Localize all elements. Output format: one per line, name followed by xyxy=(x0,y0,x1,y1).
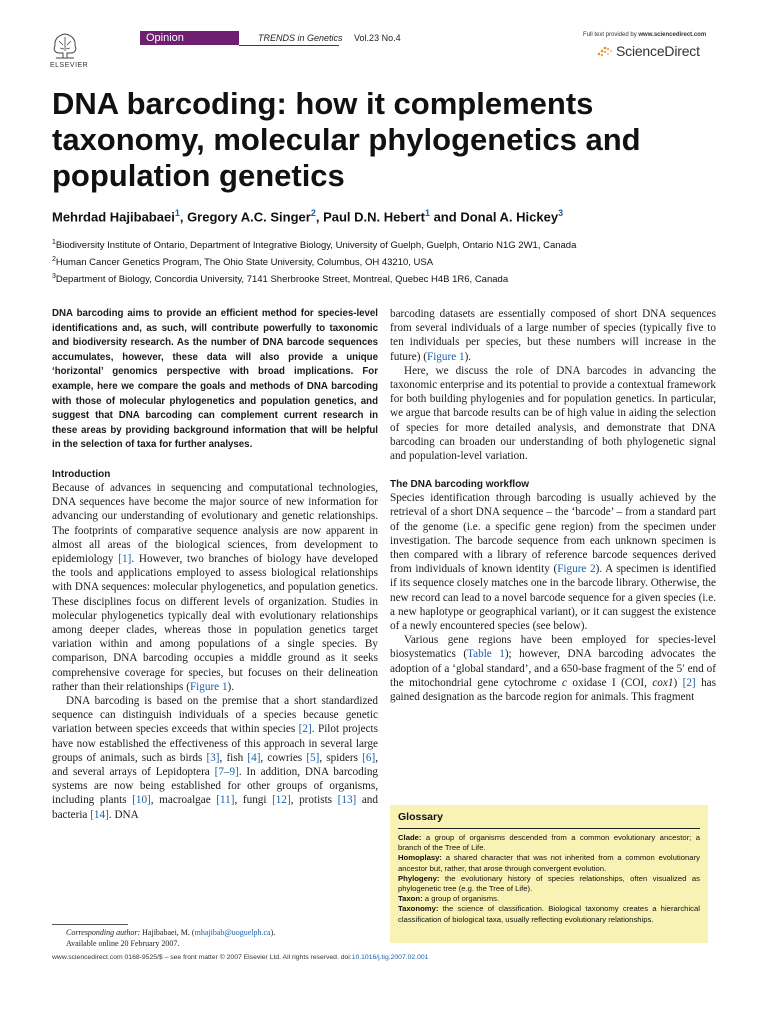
author: Mehrdad Hajibabaei xyxy=(52,209,175,225)
right-column xyxy=(390,307,716,704)
corresponding-author-name: Hajibabaei, M. ( xyxy=(140,928,195,937)
glossary-term: Phylogeny: xyxy=(398,873,440,883)
available-online-date: Available online 20 February 2007. xyxy=(66,939,180,948)
glossary-definition: a group of organisms. xyxy=(422,894,500,904)
email-link[interactable]: mhajibab@uoguelph.ca xyxy=(194,928,271,937)
journal-volume: Vol.23 No.4 xyxy=(354,33,401,43)
affiliation-number: 3 xyxy=(52,273,56,281)
copyright-text: www.sciencedirect.com 0168-9525/$ – see front matter © 2007 Elsevier Ltd. All rights reserved. doi: xyxy=(52,954,352,961)
body-paragraph: Species identification through barcoding is usually achieved by the retrieval of a short DNA sequence – the ‘barcode’ – from a standard part of the genome (i.e. a specific gene region) from the specimen under investigation. The barcode sequence from each unknown specimen is then compared with a library of reference barcode sequences derived from individuals of known identity (Figure 2). A specimen is identified if its sequence closely matches one in the barcode library. Otherwise, the new record can lead to a novel barcode sequence for a given species (i.e. a new haplotype or geographical variant), or it can suggest the existence of a newly encountered species (see below). xyxy=(390,492,716,633)
section-heading-introduction: Introduction xyxy=(52,468,111,480)
glossary-box xyxy=(390,805,708,943)
glossary-term: Homoplasy: xyxy=(398,853,442,863)
citation-link[interactable]: [4] xyxy=(247,751,261,764)
citation-link[interactable]: [13] xyxy=(337,794,357,807)
citation-link[interactable]: [14] xyxy=(90,808,109,821)
journal-name: TRENDS in Genetics xyxy=(258,33,343,43)
citation-link[interactable]: [6] xyxy=(362,751,376,764)
author-affiliation-mark[interactable]: 2 xyxy=(310,208,316,218)
affiliation-text: Department of Biology, Concordia University, 7141 Sherbrooke Street, Montreal, Quebec H4B 1R6, Canada xyxy=(55,274,509,286)
body-paragraph: DNA barcoding is based on the premise that a short standardized sequence can distinguish individuals of a species because genetic variation between species exceeds that within species [2]. Pilot projects have now established the effectiveness of this approach in several large groups of animals, such as birds [3], fish [4], cowries [5], spiders [6], and several arrays of Lepidoptera [7–9]. In addition, DNA barcoding systems are now being established for other groups of organisms, including plants [10], macroalgae [11], fungi [12], protists [13] and bacteria [14]. DNA xyxy=(52,694,379,821)
section-label: Opinion xyxy=(140,31,239,45)
footnote-divider xyxy=(52,924,128,925)
body-paragraph: Because of advances in sequencing and computational technologies, DNA sequences have become the major source of new information for advancing our understanding of evolutionary and genetic relationships. The footprints of comparative sequence analysis are now apparent in almost all areas of the biological sciences, from development to epidemiology [1]. However, two branches of biology have developed the tools and applications employed to assess biological relationships with DNA sequences: molecular phylogenetics, and population genetics. These disciplines focus on different levels of organization. Studies in molecular phylogenetics typically deal with evolutionary relationships among deeper clades, whereas those in population genetics target variation within and among populations of a single species. By comparison, DNA barcoding occupies a middle ground as it seeks comprehensive coverage for species, but focuses on their delineation rather than their relationships (Figure 1). xyxy=(52,481,378,693)
page-footer xyxy=(52,954,712,961)
affiliation-text: Human Cancer Genetics Program, The Ohio State University, Columbus, OH 43210, USA xyxy=(55,257,434,269)
glossary-definition: the evolutionary history of species relationships, often visualized as phylogenetic tree (e.g. the Tree of Life). xyxy=(398,873,700,894)
citation-link[interactable]: [10] xyxy=(132,794,151,807)
body-paragraph: Various gene regions have been employed for species-level biosystematics (Table 1); however, DNA barcoding advocates the adoption of a ‘global standard’, and a 650-base fragment of the 5′ end of the mitochondrial gene cytochrome c oxidase I (COI, cox1) [2] has gained designation as the barcode region for animals. This fragment xyxy=(390,634,716,704)
affiliation xyxy=(52,253,752,270)
header-divider xyxy=(239,45,339,46)
figure-link[interactable]: Figure 1 xyxy=(189,680,228,693)
table-link[interactable]: Table 1 xyxy=(467,648,505,661)
citation-link[interactable]: [1] xyxy=(118,552,132,565)
doi-link[interactable]: 10.1016/j.tig.2007.02.001 xyxy=(351,954,429,961)
glossary-entry xyxy=(398,894,700,904)
section-heading-workflow: The DNA barcoding workflow xyxy=(390,479,530,491)
glossary-term: Taxonomy: xyxy=(398,904,439,914)
glossary-definition: a shared character that was not inherited from a common evolutionary ancestor but, rather, that arose through convergent evolution. xyxy=(398,853,700,873)
author-separator: and xyxy=(429,209,461,225)
glossary-definition: the science of classification. Biological taxonomy creates a hierarchical classification of biological taxa, usually reflecting evolutionary relationships. xyxy=(398,904,700,924)
affiliation-number: 1 xyxy=(52,239,56,246)
figure-link[interactable]: Figure 2 xyxy=(557,563,596,576)
citation-link[interactable]: [5] xyxy=(306,751,320,764)
author-list xyxy=(52,208,752,224)
author-affiliation-mark[interactable]: 1 xyxy=(174,208,180,218)
affiliation-list xyxy=(52,236,752,287)
glossary-entry xyxy=(398,904,700,924)
journal-info xyxy=(258,33,401,43)
author-separator: , xyxy=(315,209,324,225)
author-affiliation-mark[interactable]: 3 xyxy=(558,208,564,218)
sciencedirect-label: ScienceDirect xyxy=(616,43,700,59)
body-paragraph: Here, we discuss the role of DNA barcodes in advancing the taxonomic enterprise and its potential to provide a contextual framework for both building phylogenies and for population genetics. In particular, we argue that barcode results can be of high value in aiding the selection of species for more detailed analysis, and demonstrate that DNA barcoding can broaden our understanding of both phylogenetic signal and population-level variation. xyxy=(390,364,716,463)
author: Donal A. Hickey xyxy=(460,209,559,225)
glossary-term: Taxon: xyxy=(398,894,423,904)
citation-link[interactable]: [2] xyxy=(682,676,696,689)
corresponding-author-label: Corresponding author: xyxy=(66,928,141,937)
author: Gregory A.C. Singer xyxy=(187,209,311,225)
publisher-name: ELSEVIER xyxy=(50,62,89,69)
fulltext-note xyxy=(583,32,706,38)
fulltext-note-prefix: Full text provided by xyxy=(583,32,637,38)
sciencedirect-dots-icon xyxy=(597,45,613,57)
glossary-entry xyxy=(398,853,700,873)
elsevier-tree-icon xyxy=(50,31,80,61)
left-column xyxy=(52,307,378,822)
author: Paul D.N. Hebert xyxy=(323,209,425,225)
fulltext-note-site[interactable]: www.sciencedirect.com xyxy=(638,32,707,38)
article-title: DNA barcoding: how it complements taxonomy, molecular phylogenetics and population genetics xyxy=(52,86,641,193)
footnote: Corresponding author: Hajibabaei, M. (mhajibab@uoguelph.ca). Available online 20 February 2007. xyxy=(66,928,276,948)
elsevier-logo xyxy=(50,31,89,69)
figure-link[interactable]: Figure 1 xyxy=(426,350,465,363)
citation-link[interactable]: [2] xyxy=(298,723,312,736)
citation-link[interactable]: [11] xyxy=(216,794,235,807)
glossary-term: Clade: xyxy=(398,833,422,842)
affiliation-text: Biodiversity Institute of Ontario, Department of Integrative Biology, University of Guelph, Guelph, Ontario N1G 2W1, Canada xyxy=(55,240,577,252)
affiliation-number: 2 xyxy=(52,256,56,264)
glossary-entry xyxy=(398,874,700,894)
affiliation xyxy=(52,236,752,253)
author-affiliation-mark[interactable]: 1 xyxy=(424,208,430,218)
glossary-entry xyxy=(398,833,700,853)
author-separator: , xyxy=(179,209,188,225)
affiliation xyxy=(52,270,752,287)
body-paragraph: barcoding datasets are essentially composed of short DNA sequences from several individuals of a large number of species (typically five to ten individuals per species, but these numbers will increase in the future) (Figure 1). xyxy=(390,308,716,363)
glossary-definition: a group of organisms descended from a common evolutionary ancestor; a branch of the Tree of Life. xyxy=(398,833,700,853)
abstract: DNA barcoding aims to provide an efficient method for species-level identifications and, as such, will contribute powerfully to taxonomic and biodiversity research. As the number of DNA barcode sequences accumulates, however, these data will also provide a unique ‘horizontal’ genomics perspective with broad implications. For example, here we compare the goals and methods of DNA barcoding with those of molecular phylogenetics and population genetics, and suggest that DNA barcoding can complement current research in these areas by providing background information that will be helpful in the selection of taxa for further analyses. xyxy=(52,308,378,451)
sciencedirect-logo[interactable] xyxy=(597,43,700,59)
glossary-title: Glossary xyxy=(398,811,700,829)
citation-link[interactable]: [3] xyxy=(206,751,220,764)
citation-link[interactable]: [12] xyxy=(272,794,291,807)
citation-link[interactable]: [7–9] xyxy=(214,766,239,778)
